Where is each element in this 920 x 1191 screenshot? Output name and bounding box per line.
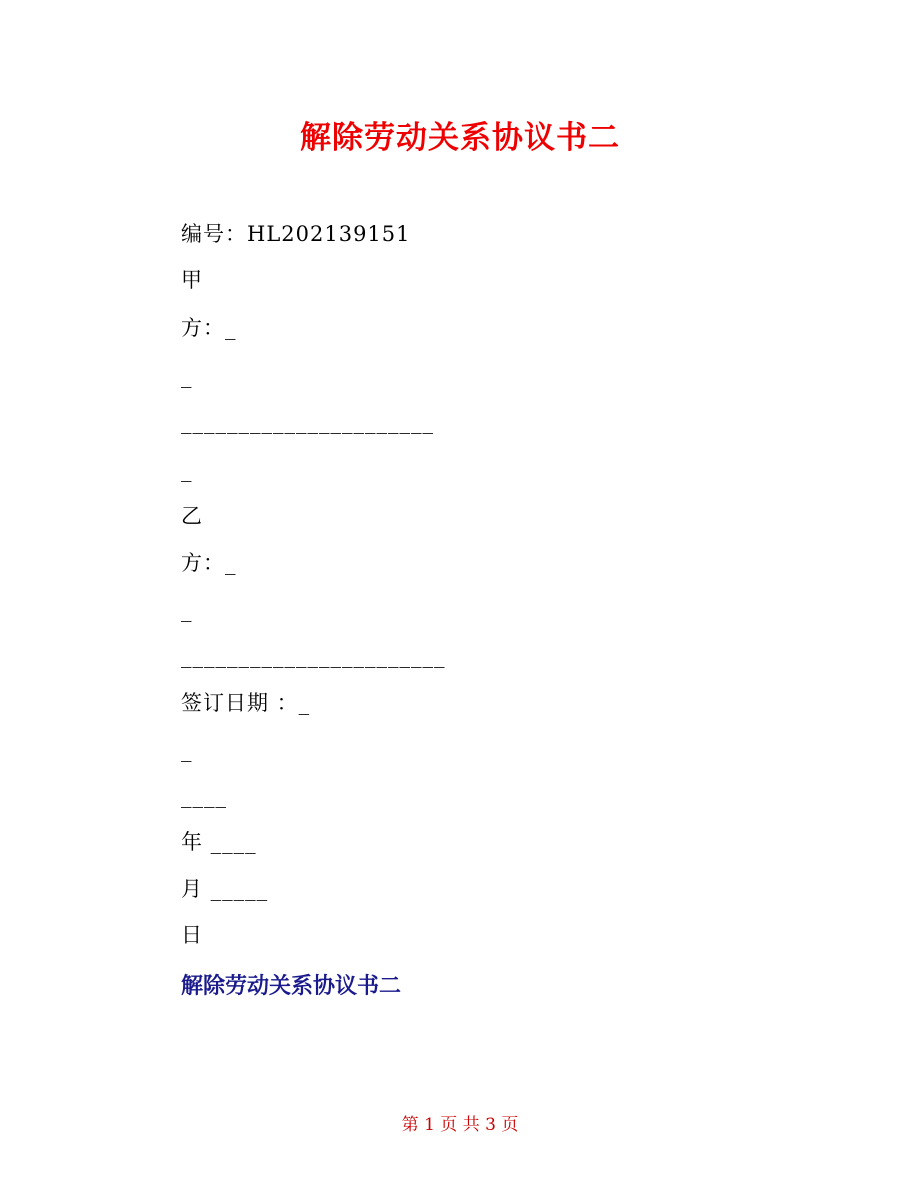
- party-b-label-bottom: 方：_: [181, 551, 237, 575]
- day-line: 日: [181, 923, 203, 947]
- party-a-label-top: 甲: [181, 268, 203, 292]
- signing-date-label: 签订日期 ：_: [181, 691, 311, 715]
- party-a-blank-3: _: [181, 458, 193, 482]
- signing-date-blank-1: _: [181, 738, 193, 762]
- party-b-label-top: 乙: [181, 504, 203, 528]
- party-a-blank-1: _: [181, 364, 193, 388]
- signing-date-blank-2: ____: [181, 784, 227, 808]
- party-b-blank-1: _: [181, 598, 193, 622]
- year-line: 年 ____: [181, 830, 257, 854]
- party-b-blank-2: _______________________: [181, 644, 446, 668]
- document-number-line: 编号：HL202139151: [181, 222, 411, 246]
- party-a-blank-2: ______________________: [181, 410, 434, 434]
- party-a-label-bottom: 方：_: [181, 316, 237, 340]
- section-heading: 解除劳动关系协议书二: [181, 974, 402, 999]
- document-title: 解除劳动关系协议书二: [300, 120, 620, 156]
- month-line: 月 _____: [181, 877, 269, 901]
- page-footer: 第 1 页 共 3 页: [401, 1115, 519, 1135]
